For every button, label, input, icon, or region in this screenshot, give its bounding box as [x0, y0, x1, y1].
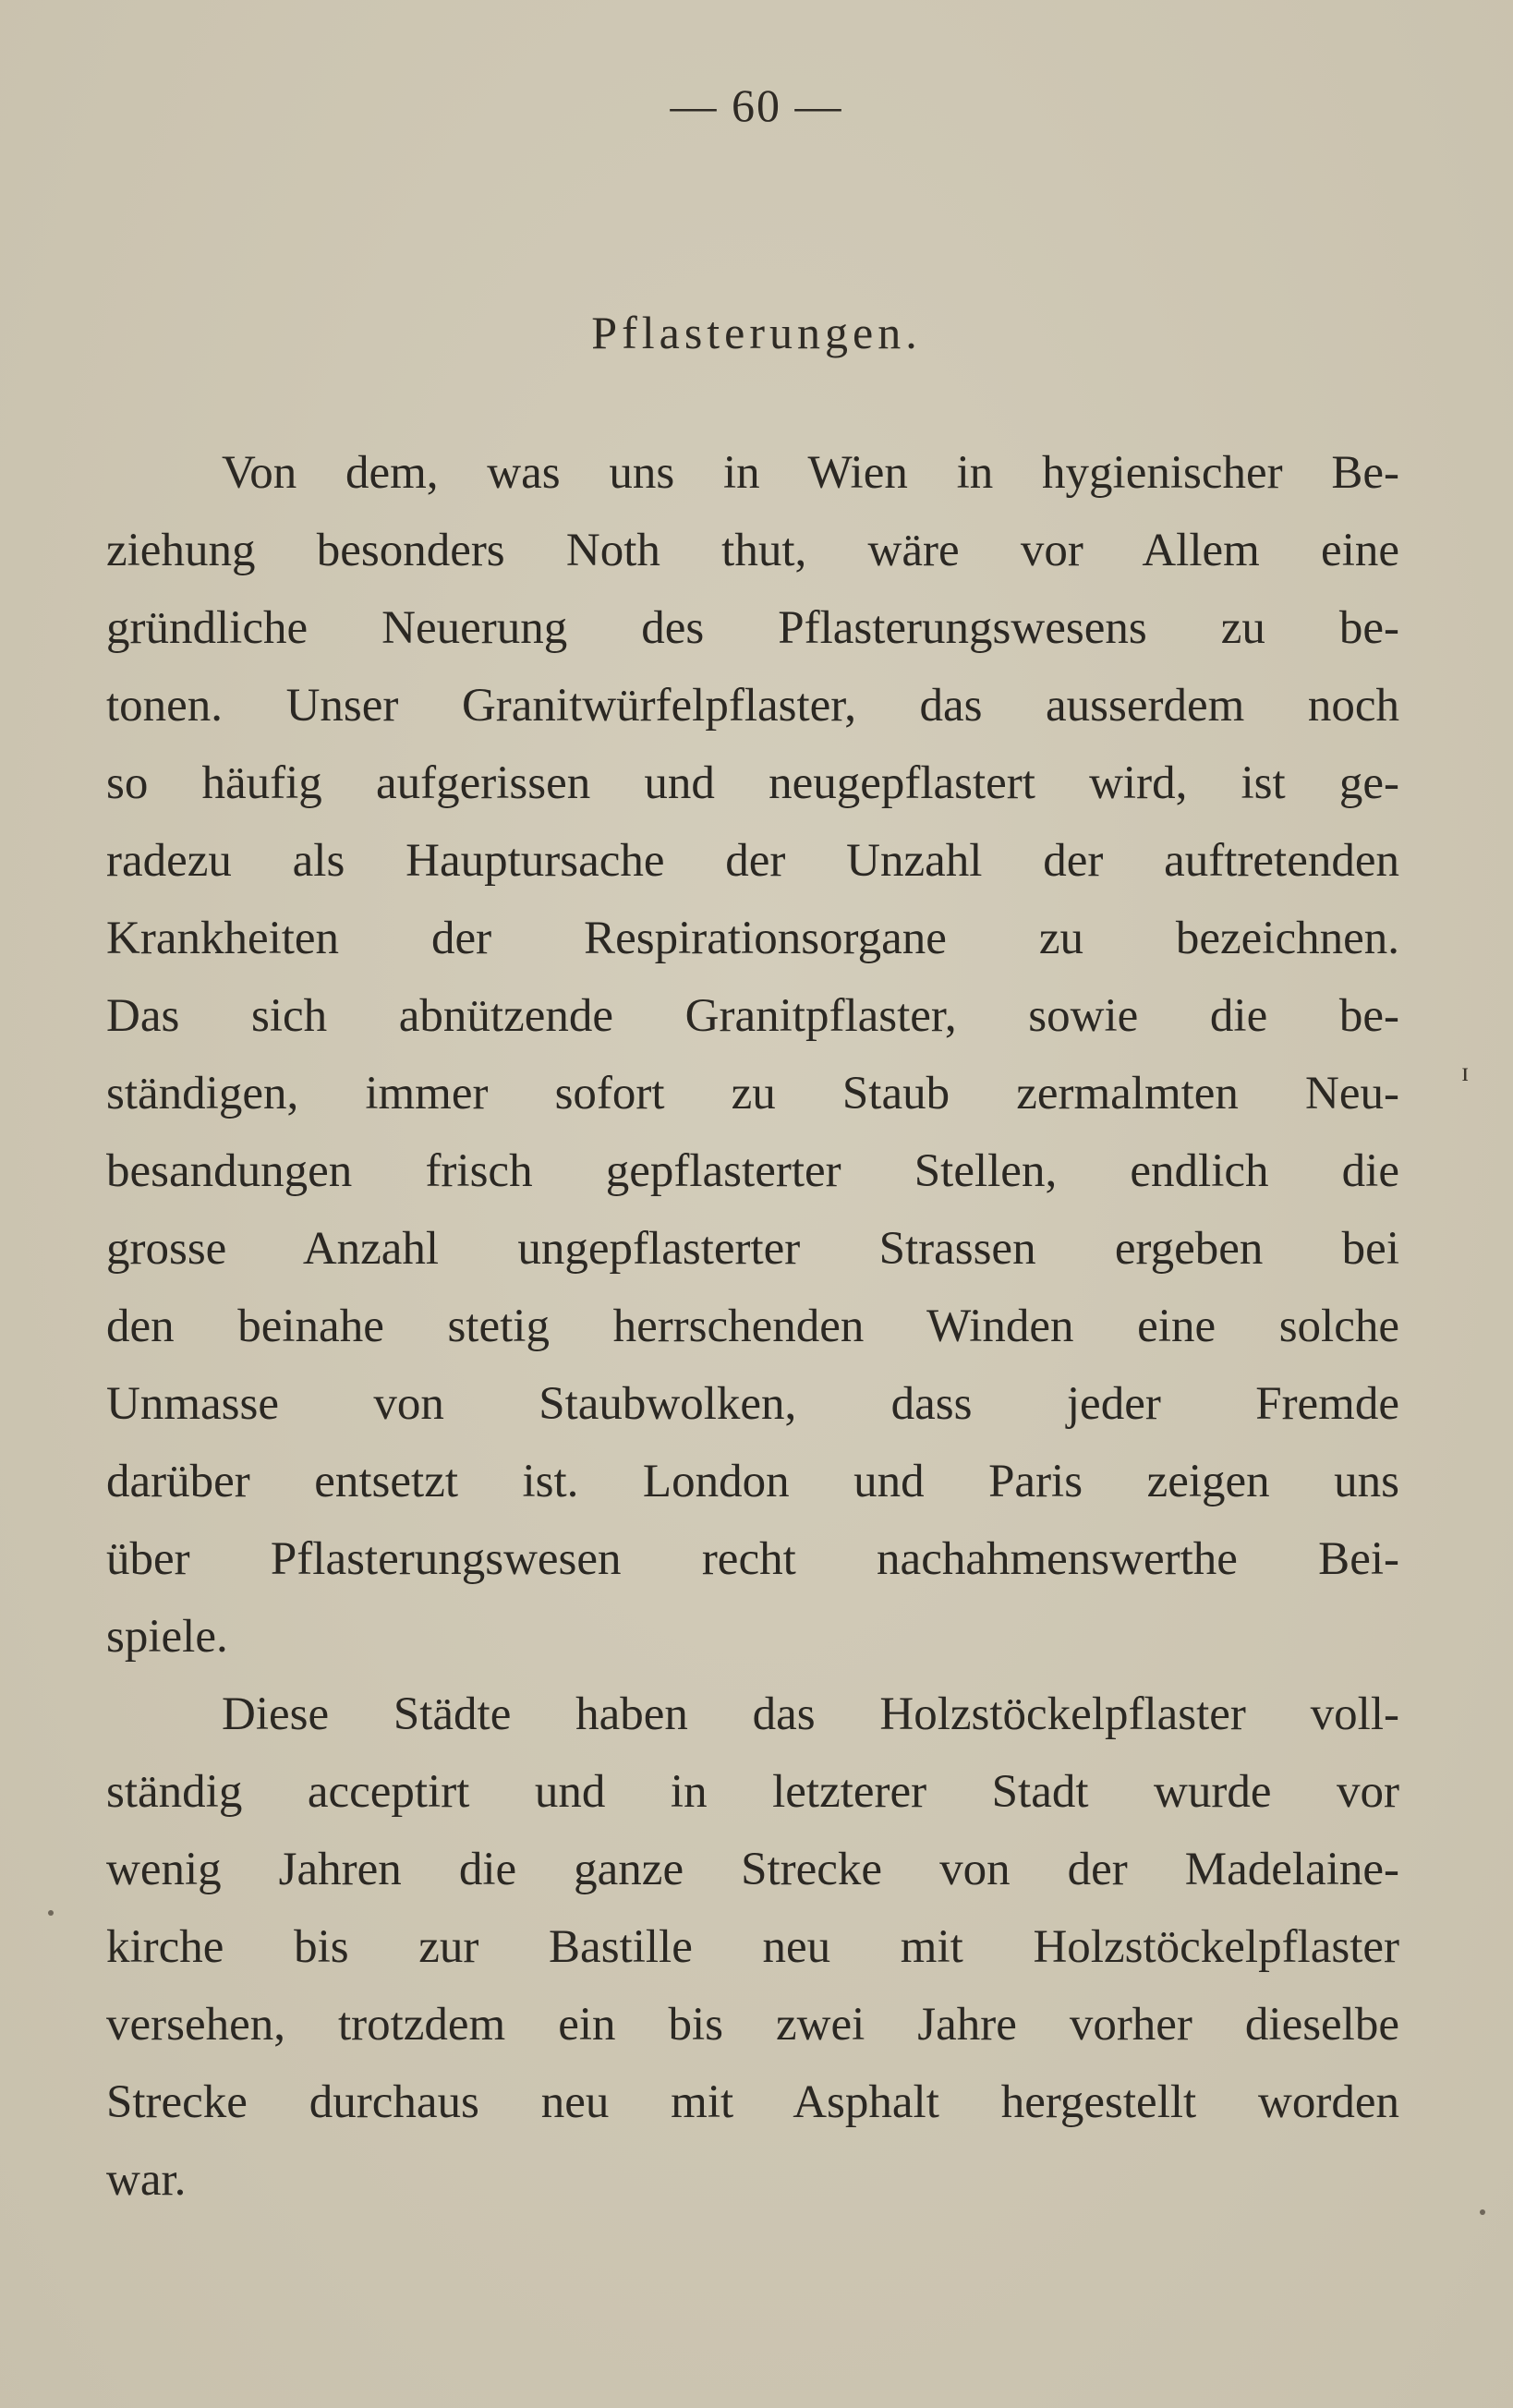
paper-speck	[48, 1910, 54, 1916]
text-line: so häufig aufgerissen und neugepflastert wird, ist ge-	[106, 757, 1399, 809]
text-line: über Pflasterungswesen recht nachahmenswerthe Bei-	[106, 1533, 1399, 1585]
text-line: ziehung besonders Noth thut, wäre vor Allem eine	[106, 525, 1399, 576]
text-line: radezu als Hauptursache der Unzahl der auftretenden	[106, 835, 1399, 887]
text-line: spiele.	[106, 1611, 228, 1663]
paper-speck	[1480, 2209, 1485, 2215]
text-line: darüber entsetzt ist. London und Paris zeigen uns	[106, 1456, 1399, 1507]
text-line: tonen. Unser Granitwürfelpflaster, das ausserdem noch	[106, 680, 1399, 732]
text-line: versehen, trotzdem ein bis zwei Jahre vorher dieselbe	[106, 1999, 1399, 2051]
text-line: Das sich abnützende Granitpflaster, sowie die be-	[106, 990, 1399, 1042]
text-line: war.	[106, 2154, 187, 2206]
text-line: Von dem, was uns in Wien in hygienischer Be-	[222, 447, 1399, 499]
body-text	[106, 434, 1399, 2219]
text-line: ständig acceptirt und in letzterer Stadt wurde vor	[106, 1766, 1399, 1818]
section-heading: Pflasterungen.	[591, 307, 922, 358]
text-line: ständigen, immer sofort zu Staub zermalmten Neu-	[106, 1068, 1399, 1119]
text-line: Krankheiten der Respirationsorgane zu bezeichnen.	[106, 913, 1399, 964]
text-line: Diese Städte haben das Holzstöckelpflaster voll-	[222, 1688, 1399, 1740]
page-number: — 60 —	[670, 79, 843, 131]
text-line: besandungen frisch gepflasterter Stellen, endlich die	[106, 1145, 1399, 1197]
text-line: wenig Jahren die ganze Strecke von der Madelaine-	[106, 1844, 1399, 1895]
text-line: den beinahe stetig herrschenden Winden eine solche	[106, 1301, 1399, 1352]
text-line: grosse Anzahl ungepflasterter Strassen ergeben bei	[106, 1223, 1399, 1275]
text-line: gründliche Neuerung des Pflasterungswesens zu be-	[106, 602, 1399, 654]
text-line: Strecke durchaus neu mit Asphalt hergestellt worden	[106, 2076, 1399, 2128]
text-line: kirche bis zur Bastille neu mit Holzstöckelpflaster	[106, 1921, 1399, 1973]
margin-mark: ɪ	[1461, 1057, 1470, 1087]
text-line: Unmasse von Staubwolken, dass jeder Fremde	[106, 1378, 1399, 1430]
